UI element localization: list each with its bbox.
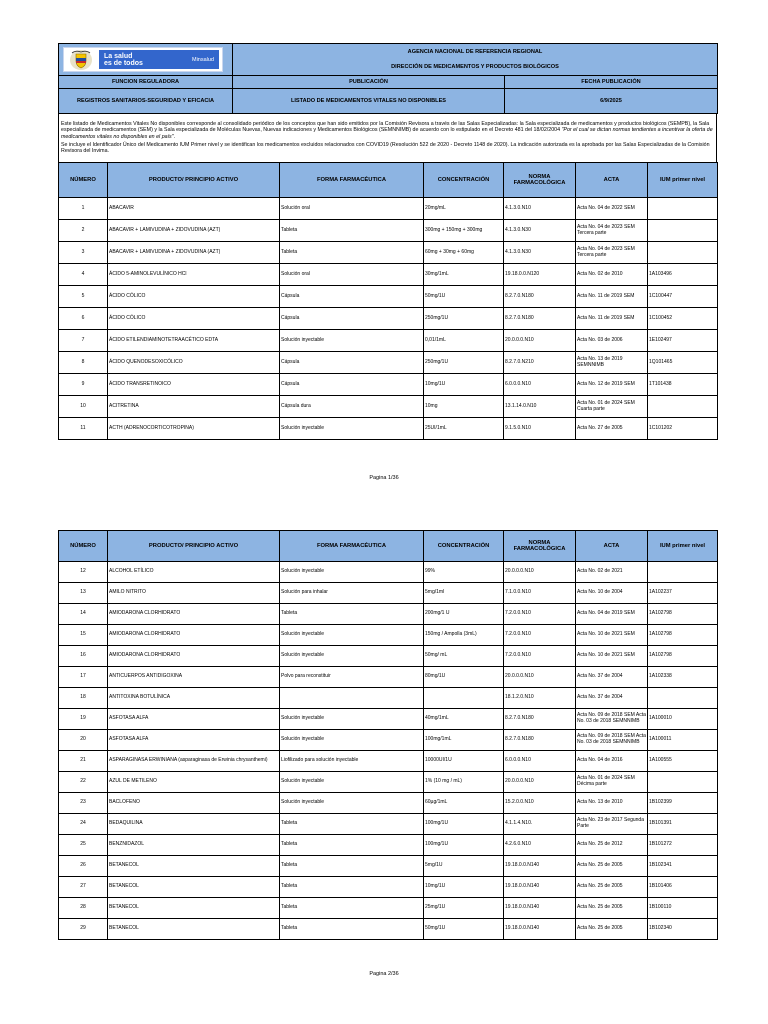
cell-numero: 18 (59, 688, 108, 709)
col-header-ium: IUM primer nivel (648, 531, 718, 562)
cell-concentracion: 40mg/1mL (424, 709, 504, 730)
cell-ium: 1A100555 (648, 751, 718, 772)
cell-forma: Tableta (280, 220, 424, 242)
cell-concentracion: 50mg/1U (424, 919, 504, 940)
table-row (59, 308, 718, 330)
agency-name: AGENCIA NACIONAL DE REFERENCIA REGIONAL (233, 44, 718, 60)
intro-text (58, 114, 717, 162)
cell-acta: Acta No. 13 de 2010 (576, 793, 648, 814)
cell-acta: Acta No. 10 de 2021 SEM (576, 646, 648, 667)
cell-forma: Solución oral (280, 264, 424, 286)
cell-concentracion: 50mg/1U (424, 286, 504, 308)
cell-concentracion: 50mg/ mL (424, 646, 504, 667)
cell-norma: 8.2.7.0.N180 (504, 709, 576, 730)
table-row (59, 286, 718, 308)
cell-concentracion: 99% (424, 562, 504, 583)
cell-forma: Tableta (280, 814, 424, 835)
cell-forma: Tableta (280, 919, 424, 940)
cell-concentracion: 100mg/1U (424, 814, 504, 835)
cell-ium (648, 688, 718, 709)
cell-ium: 1A102338 (648, 667, 718, 688)
cell-producto: BETANECOL (108, 919, 280, 940)
cell-ium: 1B100110 (648, 898, 718, 919)
table-row (59, 352, 718, 374)
table-row (59, 242, 718, 264)
col-header-numero: NÚMERO (59, 531, 108, 562)
cell-concentracion: 150mg / Ampolla (3mL) (424, 625, 504, 646)
table-row (59, 374, 718, 396)
cell-acta: Acta No. 04 de 2019 SEM (576, 604, 648, 625)
cell-numero: 11 (59, 418, 108, 440)
table-row (59, 198, 718, 220)
cell-producto: BETANECOL (108, 898, 280, 919)
table-row (59, 856, 718, 877)
date-label: FECHA PUBLICACIÓN (505, 76, 718, 89)
cell-ium: 1A100011 (648, 730, 718, 751)
cell-numero: 6 (59, 308, 108, 330)
cell-ium: 1A100010 (648, 709, 718, 730)
table-row (59, 667, 718, 688)
table-row (59, 688, 718, 709)
cell-norma: 18.1.2.0.N10 (504, 688, 576, 709)
cell-numero: 17 (59, 667, 108, 688)
intro-p1-italic: "Por el cual se dictan normas tendientes a incentivar la oferta de medicamentos vitales no disponibles en el país" (61, 127, 713, 140)
table-row (59, 604, 718, 625)
cell-numero: 9 (59, 374, 108, 396)
cell-producto: ASFOTASA ALFA (108, 709, 280, 730)
cell-concentracion: 100mg/1U (424, 835, 504, 856)
cell-producto: ASPARAGINASA ERWINIANA (asparaginasa de Erwinia chrysanthemi) (108, 751, 280, 772)
cell-numero: 28 (59, 898, 108, 919)
cell-producto: AMIODARONA CLORHIDRATO (108, 604, 280, 625)
cell-ium: 1B101406 (648, 877, 718, 898)
cell-acta: Acta No. 04 de 2023 SEM Tercera parte (576, 220, 648, 242)
table-row (59, 835, 718, 856)
col-header-forma: FORMA FARMACÉUTICA (280, 163, 424, 198)
cell-producto: ÁCIDO CÓLICO (108, 308, 280, 330)
cell-ium: 1Q101465 (648, 352, 718, 374)
table-row (59, 751, 718, 772)
cell-norma: 19.18.0.0.N140 (504, 856, 576, 877)
cell-forma: Tableta (280, 242, 424, 264)
cell-norma: 19.18.0.0.N140 (504, 919, 576, 940)
publication-value: LISTADO DE MEDICAMENTOS VITALES NO DISPONIBLES (233, 89, 505, 114)
cell-acta: Acta No. 13 de 2019 SEMNNIMB (576, 352, 648, 374)
cell-acta: Acta No. 25 de 2012 (576, 835, 648, 856)
cell-numero: 29 (59, 919, 108, 940)
cell-numero: 15 (59, 625, 108, 646)
cell-concentracion (424, 688, 504, 709)
cell-ium: 1B102341 (648, 856, 718, 877)
cell-norma: 6.0.0.0.N10 (504, 374, 576, 396)
cell-producto: BETANECOL (108, 877, 280, 898)
cell-norma: 4.1.1.4.N10. (504, 814, 576, 835)
col-header-norma: NORMA FARMACOLÓGICA (504, 163, 576, 198)
logo-text-line1: La salud (104, 52, 133, 60)
cell-numero: 24 (59, 814, 108, 835)
cell-forma: Tableta (280, 877, 424, 898)
col-header-concentracion: CONCENTRACIÓN (424, 531, 504, 562)
cell-concentracion: 25mg/1U (424, 898, 504, 919)
table-row (59, 814, 718, 835)
cell-norma: 7.2.0.0.N10 (504, 604, 576, 625)
cell-concentracion: 10mg (424, 396, 504, 418)
cell-norma: 7.2.0.0.N10 (504, 646, 576, 667)
cell-acta: Acta No. 10 de 2004 (576, 583, 648, 604)
cell-norma: 20.0.0.0.N10 (504, 330, 576, 352)
table-row (59, 709, 718, 730)
cell-forma: Solución para inhalar (280, 583, 424, 604)
cell-acta: Acta No. 11 de 2019 SEM (576, 308, 648, 330)
cell-norma: 19.18.0.0.N140 (504, 877, 576, 898)
cell-acta: Acta No. 04 de 2023 SEM Tercera parte (576, 242, 648, 264)
function-value: REGISTROS SANITARIOS-SEGURIDAD Y EFICACIA (59, 89, 233, 114)
col-header-ium: IUM primer nivel (648, 163, 718, 198)
cell-concentracion: 100mg/1mL (424, 730, 504, 751)
cell-norma: 19.18.0.0.N140 (504, 898, 576, 919)
cell-norma: 4.1.3.0.N10 (504, 198, 576, 220)
table-row (59, 264, 718, 286)
cell-producto: ALCOHOL ETÍLICO (108, 562, 280, 583)
cell-acta: Acta No. 03 de 2006 (576, 330, 648, 352)
intro-paragraph-1 (61, 121, 714, 140)
cell-ium: 1A102237 (648, 583, 718, 604)
table-row (59, 220, 718, 242)
cell-producto: BENZNIDAZOL (108, 835, 280, 856)
medicines-table-page-2 (58, 530, 718, 940)
coat-of-arms-icon (67, 48, 95, 71)
cell-ium (648, 242, 718, 264)
cell-acta: Acta No. 37 de 2004 (576, 688, 648, 709)
cell-forma: Liofilizado para solución inyectable (280, 751, 424, 772)
table-row (59, 625, 718, 646)
cell-producto: ABACAVIR + LAMIVUDINA + ZIDOVUDINA (AZT) (108, 220, 280, 242)
cell-acta: Acta No. 01 de 2024 SEM Décima parte (576, 772, 648, 793)
cell-acta: Acta No. 09 de 2018 SEM Acta No. 03 de 2018 SEMNNIMB (576, 730, 648, 751)
cell-concentracion: 10mg/1U (424, 877, 504, 898)
cell-ium (648, 198, 718, 220)
cell-numero: 21 (59, 751, 108, 772)
cell-numero: 5 (59, 286, 108, 308)
cell-producto: AMIODARONA CLORHIDRATO (108, 646, 280, 667)
minsalud-logo (63, 47, 223, 72)
col-header-producto: PRODUCTO/ PRINCIPIO ACTIVO (108, 531, 280, 562)
cell-acta: Acta No. 12 de 2019 SEM (576, 374, 648, 396)
cell-concentracion: 30mg/1mL (424, 264, 504, 286)
table-row (59, 793, 718, 814)
cell-norma: 8.2.7.0.N210 (504, 352, 576, 374)
intro-paragraph-2: Se incluye el Identificador Único del Medicamento IUM Primer nivel y se identifican los medicamentos excluidos relacionados con COVID19 (Resolución 522 de 2020 - Decreto 1148 de 2020). La indicación autorizada es la aprobada por las Salas Especializadas de la Comisión Revisora del Invima. (61, 141, 710, 155)
cell-acta: Acta No. 09 de 2018 SEM Acta No. 03 de 2018 SEMNNIMB (576, 709, 648, 730)
cell-forma (280, 688, 424, 709)
cell-acta: Acta No. 25 de 2005 (576, 898, 648, 919)
table-row (59, 330, 718, 352)
cell-norma: 20.0.0.0.N10 (504, 562, 576, 583)
cell-norma: 20.0.0.0.N10 (504, 772, 576, 793)
cell-numero: 3 (59, 242, 108, 264)
cell-norma: 4.1.3.0.N30 (504, 242, 576, 264)
cell-norma: 8.2.7.0.N180 (504, 308, 576, 330)
cell-forma: Cápsula (280, 308, 424, 330)
cell-ium: 1B102340 (648, 919, 718, 940)
cell-numero: 2 (59, 220, 108, 242)
cell-concentracion: 250mg/1U (424, 308, 504, 330)
cell-numero: 8 (59, 352, 108, 374)
logo-text-line2: es de todos (104, 59, 143, 67)
cell-forma: Cápsula (280, 352, 424, 374)
cell-numero: 7 (59, 330, 108, 352)
cell-concentracion: 25UI/1mL (424, 418, 504, 440)
cell-ium: 1A102798 (648, 646, 718, 667)
cell-ium (648, 562, 718, 583)
cell-producto: AZUL DE METILENO (108, 772, 280, 793)
cell-concentracion: 200mg/1 U (424, 604, 504, 625)
cell-forma: Solución inyectable (280, 330, 424, 352)
document-header (58, 43, 718, 114)
cell-producto: ABACAVIR (108, 198, 280, 220)
cell-norma: 20.0.0.0.N10 (504, 667, 576, 688)
cell-producto: ACTH (ADRENOCORTICOTROPINA) (108, 418, 280, 440)
cell-numero: 27 (59, 877, 108, 898)
cell-producto: ANTICUERPOS ANTIDIGOXINA (108, 667, 280, 688)
cell-acta: Acta No. 37 de 2004 (576, 667, 648, 688)
publication-label: PUBLICACIÓN (233, 76, 505, 89)
table-row (59, 772, 718, 793)
table-row (59, 919, 718, 940)
cell-acta: Acta No. 04 de 2016 (576, 751, 648, 772)
cell-norma: 8.2.7.0.N180 (504, 730, 576, 751)
cell-acta: Acta No. 02 de 2021 (576, 562, 648, 583)
cell-acta: Acta No. 25 de 2005 (576, 919, 648, 940)
col-header-concentracion: CONCENTRACIÓN (424, 163, 504, 198)
cell-forma: Tableta (280, 835, 424, 856)
cell-producto: AMILO NITRITO (108, 583, 280, 604)
cell-forma: Solución inyectable (280, 418, 424, 440)
cell-norma: 8.2.7.0.N180 (504, 286, 576, 308)
cell-forma: Cápsula (280, 286, 424, 308)
cell-forma: Cápsula dura (280, 396, 424, 418)
table-row (59, 418, 718, 440)
table-row (59, 583, 718, 604)
col-header-numero: NÚMERO (59, 163, 108, 198)
cell-numero: 1 (59, 198, 108, 220)
cell-ium: 1B101272 (648, 835, 718, 856)
cell-forma: Polvo para reconstituir (280, 667, 424, 688)
cell-ium: 1B101391 (648, 814, 718, 835)
table-header-row (59, 163, 718, 198)
cell-producto: ÁCIDO QUENODESOXICÓLICO (108, 352, 280, 374)
cell-producto: ACITRETINA (108, 396, 280, 418)
cell-norma: 19.18.0.0.N120 (504, 264, 576, 286)
cell-norma: 6.0.0.0.N10 (504, 751, 576, 772)
col-header-norma: NORMA FARMACOLÓGICA (504, 531, 576, 562)
table-row (59, 646, 718, 667)
cell-producto: BETANECOL (108, 856, 280, 877)
cell-forma: Solución inyectable (280, 646, 424, 667)
cell-acta: Acta No. 25 de 2005 (576, 856, 648, 877)
cell-ium: 1C101202 (648, 418, 718, 440)
cell-forma: Solución inyectable (280, 709, 424, 730)
cell-concentracion: 60µg/1mL (424, 793, 504, 814)
cell-ium: 1A103496 (648, 264, 718, 286)
table-row (59, 396, 718, 418)
cell-producto: BEDAQUILINA (108, 814, 280, 835)
cell-norma: 15.2.0.0.N10 (504, 793, 576, 814)
cell-forma: Solución inyectable (280, 562, 424, 583)
cell-forma: Solución inyectable (280, 730, 424, 751)
table-row (59, 730, 718, 751)
cell-forma: Tableta (280, 856, 424, 877)
cell-forma: Solución inyectable (280, 793, 424, 814)
cell-forma: Solución oral (280, 198, 424, 220)
cell-ium (648, 772, 718, 793)
logo-ministry: Minsalud (191, 56, 214, 63)
page-1 (58, 43, 717, 440)
cell-acta: Acta No. 25 de 2005 (576, 877, 648, 898)
cell-forma: Tableta (280, 604, 424, 625)
intro-p1-end: . (173, 133, 176, 140)
cell-numero: 22 (59, 772, 108, 793)
cell-concentracion: 80mg/1U (424, 667, 504, 688)
cell-concentracion: 10mg/1U (424, 374, 504, 396)
cell-acta: Acta No. 11 de 2019 SEM (576, 286, 648, 308)
cell-concentracion: 250mg/1U (424, 352, 504, 374)
cell-ium (648, 396, 718, 418)
cell-ium: 1B102399 (648, 793, 718, 814)
cell-norma: 9.1.5.0.N10 (504, 418, 576, 440)
intro-p1-start: Este listado de Medicamentos Vitales No disponibles corresponde al consolidado periódico de los conceptos que han sido emitidos por la Comisión Revisora a través de las Salas Especializadas: la Sala especializada de medicamentos y productos biológicos (SEMPB), la Sala especializada de medicamentos (SEM) y la Sala especializada de Moléculas Nuevas, Nuevas indicaciones y Medicamentos Biológicos (SEMNNIMB) de acuerdo con lo estipulado en el Decreto 481 del 18/02/2004 (61, 121, 710, 134)
cell-forma: Tableta (280, 898, 424, 919)
cell-ium: 1C100452 (648, 308, 718, 330)
table-row (59, 898, 718, 919)
col-header-acta: ACTA (576, 531, 648, 562)
cell-ium (648, 220, 718, 242)
col-header-acta: ACTA (576, 163, 648, 198)
cell-norma: 4.1.3.0.N30 (504, 220, 576, 242)
cell-concentracion: 1% (10 mg / mL) (424, 772, 504, 793)
cell-concentracion: 20mg/mL (424, 198, 504, 220)
date-value: 6/9/2025 (505, 89, 718, 114)
cell-numero: 14 (59, 604, 108, 625)
cell-acta: Acta No. 02 de 2010 (576, 264, 648, 286)
page-2 (58, 530, 717, 940)
function-label: FUNCION REGULADORA (59, 76, 233, 89)
table-row (59, 877, 718, 898)
cell-acta: Acta No. 27 de 2005 (576, 418, 648, 440)
cell-producto: ANTITOXINA BOTULÍNICA (108, 688, 280, 709)
cell-numero: 4 (59, 264, 108, 286)
cell-numero: 20 (59, 730, 108, 751)
cell-concentracion: 5mg/1ml (424, 583, 504, 604)
cell-forma: Solución inyectable (280, 772, 424, 793)
cell-forma: Cápsula (280, 374, 424, 396)
cell-concentracion: 10000UI/1U (424, 751, 504, 772)
cell-acta: Acta No. 01 de 2024 SEM Cuarta parte (576, 396, 648, 418)
cell-forma: Solución inyectable (280, 625, 424, 646)
cell-producto: BACLOFENO (108, 793, 280, 814)
logo-cell (59, 44, 233, 76)
cell-numero: 13 (59, 583, 108, 604)
cell-acta: Acta No. 04 de 2022 SEM (576, 198, 648, 220)
cell-numero: 16 (59, 646, 108, 667)
cell-ium: 1A102798 (648, 604, 718, 625)
cell-concentracion: 5mg/1U (424, 856, 504, 877)
cell-numero: 26 (59, 856, 108, 877)
col-header-producto: PRODUCTO/ PRINCIPIO ACTIVO (108, 163, 280, 198)
direction-name: DIRECCIÓN DE MEDICAMENTOS Y PRODUCTOS BIOLÓGICOS (233, 60, 718, 76)
cell-producto: ÁCIDO TRANSRETINOICO (108, 374, 280, 396)
cell-concentracion: 0,01/1mL (424, 330, 504, 352)
cell-numero: 12 (59, 562, 108, 583)
cell-numero: 25 (59, 835, 108, 856)
page-number-1: Pagina 1/36 (369, 475, 399, 481)
cell-norma: 13.1.14.0.N10 (504, 396, 576, 418)
cell-ium: 1A102798 (648, 625, 718, 646)
cell-acta: Acta No. 23 de 2017 Segunda Parte (576, 814, 648, 835)
table-row (59, 562, 718, 583)
cell-ium: 1C100447 (648, 286, 718, 308)
cell-producto: ÁCIDO ETILENDIAMINOTETRAACÉTICO EDTA (108, 330, 280, 352)
cell-producto: ÁCIDO 5-AMINOLEVULÍNICO HCl (108, 264, 280, 286)
cell-producto: ÁCIDO CÓLICO (108, 286, 280, 308)
cell-concentracion: 60mg + 30mg + 60mg (424, 242, 504, 264)
cell-ium: 1T101438 (648, 374, 718, 396)
cell-producto: AMIODARONA CLORHIDRATO (108, 625, 280, 646)
logo-band (99, 50, 219, 69)
cell-numero: 10 (59, 396, 108, 418)
cell-numero: 23 (59, 793, 108, 814)
cell-norma: 4.2.6.0.N10 (504, 835, 576, 856)
cell-producto: ASFOTASA ALFA (108, 730, 280, 751)
table-header-row (59, 531, 718, 562)
cell-norma: 7.1.0.0.N10 (504, 583, 576, 604)
medicines-table-page-1 (58, 162, 718, 440)
cell-numero: 19 (59, 709, 108, 730)
cell-acta: Acta No. 10 de 2021 SEM (576, 625, 648, 646)
cell-ium: 1E102497 (648, 330, 718, 352)
page-number-2: Pagina 2/36 (369, 971, 399, 977)
col-header-forma: FORMA FARMACÉUTICA (280, 531, 424, 562)
cell-concentracion: 300mg + 150mg + 300mg (424, 220, 504, 242)
cell-producto: ABACAVIR + LAMIVUDINA + ZIDOVUDINA (AZT) (108, 242, 280, 264)
cell-norma: 7.2.0.0.N10 (504, 625, 576, 646)
